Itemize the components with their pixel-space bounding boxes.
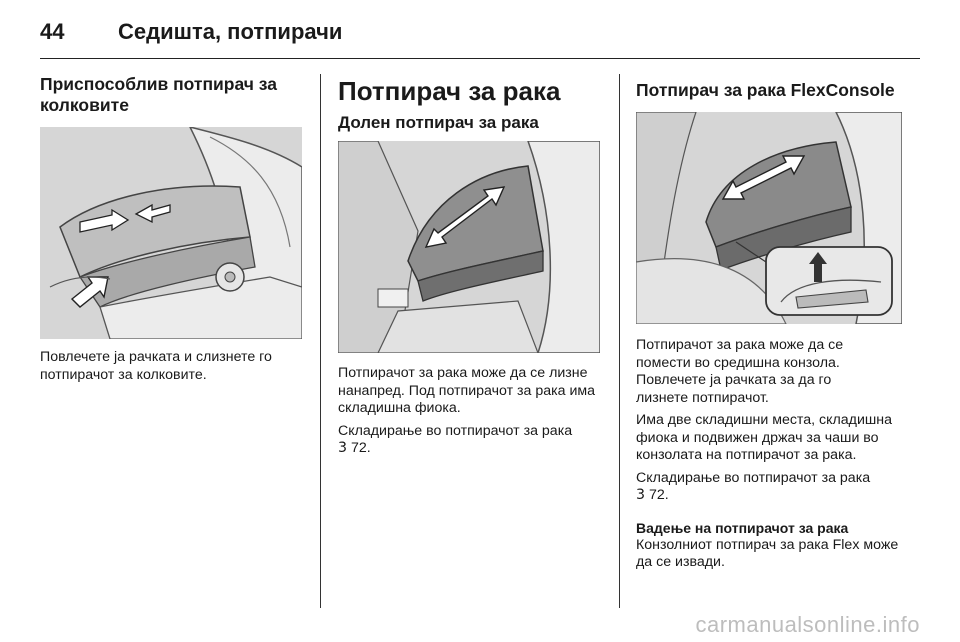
page-header — [40, 12, 342, 52]
flexconsole-text-1-line-3: Повлечете ја рачката за да го — [636, 372, 832, 388]
column-divider — [619, 74, 620, 608]
flexconsole-page-reference-number[interactable]: 72. — [648, 487, 669, 503]
column-armrest — [338, 74, 600, 463]
thigh-support-text: Повлечете ја рачката и слизнете го потпирачот за колковите. — [40, 349, 272, 383]
page-reference-icon[interactable]: 3 — [338, 440, 348, 456]
flexconsole-text-1-line-1: Потпирачот за рака може да се — [636, 337, 844, 353]
page-number: 44 — [40, 19, 65, 44]
flexconsole-text-2: Има две складишни места, складишна фиока и подвижен држач за чаши во конзолата на потпирачот за рака. — [636, 412, 892, 463]
watermark-url: carmanualsonline.info — [695, 612, 920, 637]
flexconsole-text-1-line-4: лизнете потпирачот. — [636, 389, 769, 406]
section-heading-thigh-support: Приспособлив потпирач за колковите — [40, 74, 278, 115]
lower-armrest-illustration — [338, 141, 600, 353]
seat-drawing — [40, 127, 302, 339]
storage-reference — [338, 423, 600, 458]
column-thigh-support — [40, 74, 302, 389]
armrest-drawing — [338, 141, 600, 353]
page-reference-number[interactable]: 72. — [350, 440, 371, 456]
chapter-title: Седишта, потпирачи — [118, 19, 343, 44]
column-divider — [320, 74, 321, 608]
remove-armrest-text: Конзолниот потпирач за рака Flex може да се извади. — [636, 536, 899, 570]
flexconsole-drawing — [636, 112, 902, 324]
section-heading-flexconsole: Потпирач за рака FlexConsole — [636, 80, 895, 100]
subheading-remove-armrest: Вадење на потпирачот за рака — [636, 519, 849, 536]
lower-armrest-text: Потпирачот за рака може да се лизне нанапред. Под потпирачот за рака има складишна фиока. — [338, 365, 596, 416]
storage-reference-text: Складирање во потпирачот за рака — [338, 422, 573, 439]
column-flexconsole — [636, 74, 902, 577]
flexconsole-text-1 — [636, 337, 902, 407]
header-rule — [40, 58, 920, 59]
flexconsole-page-reference-icon[interactable]: 3 — [636, 487, 646, 503]
flexconsole-storage-reference-text: Складирање во потпирачот за рака — [636, 469, 871, 486]
flexconsole-storage-reference — [636, 470, 902, 505]
section-heading-armrest: Потпирач за рака — [338, 76, 561, 106]
subheading-lower-armrest: Долен потпирач за рака — [338, 113, 539, 132]
flexconsole-illustration — [636, 112, 902, 324]
thigh-support-illustration — [40, 127, 302, 339]
flexconsole-text-1-line-2: помести во средишна конзола. — [636, 354, 840, 371]
